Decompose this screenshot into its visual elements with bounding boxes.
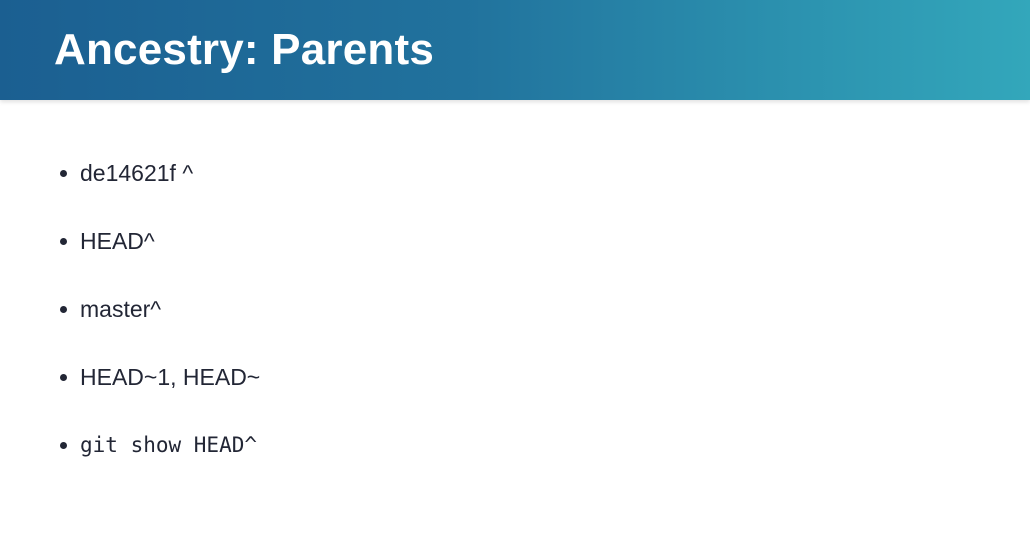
bullet-icon <box>60 170 67 177</box>
bullet-item-master-caret <box>60 275 260 343</box>
bullet-icon <box>60 306 67 313</box>
bullet-item-commit-hash <box>60 139 260 207</box>
bullet-list <box>60 139 260 479</box>
bullet-text: de14621f ^ <box>80 160 194 186</box>
bullet-text: master^ <box>80 296 162 322</box>
bullet-code-text: git show HEAD^ <box>80 433 258 457</box>
bullet-text: HEAD^ <box>80 228 155 254</box>
bullet-item-git-show <box>60 411 260 479</box>
bullet-text: HEAD~1, HEAD~ <box>80 364 261 390</box>
bullet-item-head-caret <box>60 207 260 275</box>
bullet-icon <box>60 238 67 245</box>
bullet-icon <box>60 374 67 381</box>
bullet-item-head-tilde <box>60 343 260 411</box>
slide-title: Ancestry: Parents <box>54 25 434 74</box>
bullet-icon <box>60 442 67 449</box>
title-bar <box>0 0 1030 100</box>
